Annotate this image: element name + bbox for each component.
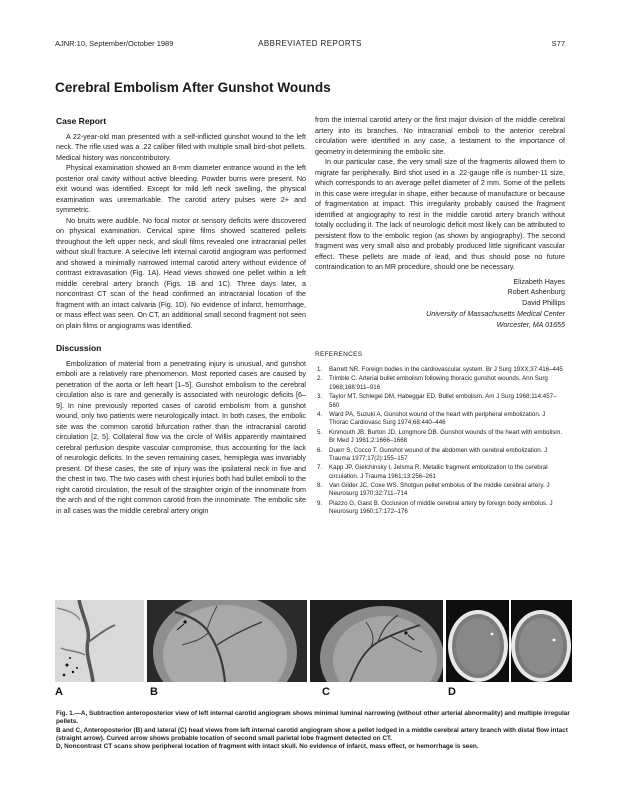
figure-panels [0, 600, 620, 682]
figure-panel-a-angiogram [55, 600, 144, 682]
figure-label-b: B [150, 686, 158, 698]
discussion-section [56, 343, 306, 516]
author-name: Robert Ashenburg [507, 288, 565, 297]
caption-panel-a: Fig. 1.—A, Subtraction anteroposterior view of left internal carotid angiogram shows minimal luminal narrowing (without other arterial abnormality) and multiple irregular pellets. [56, 710, 570, 726]
figure-panel-c-lateral-angiogram [310, 600, 443, 682]
author-name: David Phillips [522, 299, 565, 308]
reference-text: Kapp JP, Gielchinsky I, Jelsma R. Metallic fragment embolization to the cerebral circulation. J Trauma 1961;13:256–261 [329, 464, 548, 480]
figure-label-d: D [448, 686, 456, 698]
case-report-paragraph: Physical examination showed an 8-mm diameter entrance wound in the left posterior oral cavity without active bleeding. Powder burns were present. No exit wound was identified. Except for mild left neck swelling, the physical examination was unremarkable. The carotid artery pulses were 2+ and symmetric. [56, 164, 306, 214]
reference-item: 8. Van Gilder JC, Coxe WS. Shotgun pellet embolus of the middle cerebral artery. J Neurosurg 1970;32:711–714 [317, 482, 550, 498]
figure-caption [56, 710, 571, 751]
left-column [56, 116, 306, 516]
figure-panel-b-ap-angiogram [147, 600, 307, 682]
reference-item: 2. Trimble C. Arterial bullet embolism following thoracic gunshot wounds. Ann Surg 1968;168:911–916 [317, 375, 548, 391]
author-block [315, 277, 565, 331]
case-report-paragraph: No bruits were audible. No focal motor or sensory deficits were discovered on physical examination. Cervical spine films showed scattered pellets throughout the left upper neck, and skull films revealed one intracranial pellet without skull fracture. A selective left internal carotid angiogram was performed and showed a minimally narrowed internal carotid artery without evidence of contrast extravasation (Fig. 1A). Head views showed one pellet within a left middle cerebral artery branch (Figs. 1B and 1C). Three days later, a noncontrast CT scan of the head confirmed an intracranial location of the fragment with an intact calvaria (Fig. 1D). No evidence of infarct, hemorrhage, or mass effect was seen. On CT, an additional small second fragment not seen on plain films or angiograms was identified. [56, 216, 306, 330]
right-column [315, 115, 565, 518]
discussion-paragraph: In our particular case, the very small size of the fragments allowed them to migrate far peripherally. Bird shot used in a .22-gauge rifle is number-11 size, which corresponds to an average pellet diameter of 2 mm. Some of the pellets in this case were irregular in shape, either because of manufacture or because of fragmentation at impact. This irregularity probably caused the fragment identified at angiography to rest in the middle carotid artery branch without totally occluding it. The lack of neurologic deficit most likely can be attributed to persistent flow to the embolic region (as shown by angiography). The second fragment was very small also and probably produced little significant vascular effect. These pellets are made of lead, and thus should pose no future contraindication to an MR procedure, should one be necessary. [315, 158, 565, 271]
figure-label-c: C [322, 686, 330, 698]
discussion-paragraph: Embolization of material from a penetrating injury is unusual, and gunshot emboli are a relatively rare phenomenon. Most reported cases are caused by penetration of the aorta or left heart [1–5]. Gunshot embolism to the cerebral circulation also is rare and generally is associated with neurologic deficits [6–9]. In nine previously reported cases of carotid embolism from a gunshot wound, only two patients were neurologically intact. In both cases, the embolic site was the common carotid bifurcation rather than the intracranial carotid circulation [2, 5]. Collateral flow via the circle of Willis apparently maintained cerebral perfusion despite vascular compromise, thus accounting for the lack of neurologic deficits. In the seven remaining cases, hemiplegia was invariably present. Of these cases, the site of injury was the ipsilateral neck in five and the chest in two. The two cases with chest injuries both had bullet emboli to the right carotid circulation, the result of the straighter origin of the innominate from the arch and of the right common carotid from the innominate. The embolic site in all cases was the middle cerebral artery origin [56, 359, 306, 515]
reference-item: 1. Barrett NR. Foreign bodies in the cardiovascular system. Br J Surg 19XX;37:416–445 [317, 365, 563, 373]
reference-item: 7. Kapp JP, Gielchinsky I, Jelsma R. Metallic fragment embolization to the cerebral circulation. J Trauma 1961;13:256–261 [317, 464, 548, 480]
reference-item: 4. Ward PA, Suzuki A. Gunshot wound of the heart with peripheral embolization. J Thorac Cardiovasc Surg 1974;68:440–446 [317, 411, 546, 427]
author-institution: University of Massachusetts Medical Center [426, 309, 565, 318]
reference-text: Barrett NR. Foreign bodies in the cardiovascular system. Br J Surg 19XX;37:416–445 [329, 365, 563, 373]
reference-text: Piazzo G, Gaist B. Occlusion of middle cerebral artery by foreign body embolus. J Neurosurg 1960;17:172–176 [329, 499, 553, 516]
references-list [315, 366, 565, 517]
author-name: Elizabeth Hayes [513, 277, 565, 286]
discussion-continuation: from the internal carotid artery or the first major division of the middle cerebral artery into its branches. No intracranial emboli to the anterior cerebral circulation were identified in any case, a testament to the importance of geometry in determining the embolic site. [315, 116, 565, 156]
journal-info: AJNR:10, September/October 1989 [55, 39, 174, 48]
case-report-heading: Case Report [56, 116, 107, 126]
page-number: S77 [551, 39, 565, 48]
reference-item: 6. Duerr S, Cocco T. Gunshot wound of the abdomen with cerebral embolization. J Trauma 1977;17(2):155–157 [317, 446, 548, 462]
reference-text: Van Gilder JC, Coxe WS. Shotgun pellet embolus of the middle cerebral artery. J Neurosurg 1970;32:711–714 [329, 482, 550, 498]
reference-item: 3. Taylor MT, Schlegel DM, Habeggar ED. Bullet embolism. Am J Surg 1968;114:457–560 [317, 393, 557, 409]
reference-text: Kinmouth JB, Burton JD, Longmore DB. Gunshot wounds of the heart with embolism. Br Med J 1961;2:1666–1668 [329, 428, 563, 445]
discussion-heading: Discussion [56, 343, 102, 353]
author-location: Worcester, MA 01655 [496, 320, 565, 329]
article-title: Cerebral Embolism After Gunshot Wounds [55, 80, 331, 95]
section-header: ABBREVIATED REPORTS [258, 39, 362, 48]
reference-text: Taylor MT, Schlegel DM, Habeggar ED. Bullet embolism. Am J Surg 1968;114:457–560 [329, 393, 557, 409]
figure-label-a: A [55, 686, 63, 698]
reference-item: 5. Kinmouth JB, Burton JD, Longmore DB. Gunshot wounds of the heart with embolism. Br Med J 1961;2:1666–1668 [317, 428, 563, 445]
case-report-paragraph: A 22-year-old man presented with a self-inflicted gunshot wound to the left neck. The rifle used was a .22 caliber filled with multiple small bird-shot pellets. Medical history was noncontributory. [56, 132, 306, 162]
caption-panels-b-c: B and C, Anteroposterior (B) and lateral (C) head views from left internal carotid angiogram show a pellet lodged in a middle cerebral artery branch with distal flow intact (straight arrow). Curved arrow shows probable location of second small parietal lobe fragment detected on CT. [56, 726, 568, 742]
reference-text: Duerr S, Cocco T. Gunshot wound of the abdomen with cerebral embolization. J Trauma 1977;17(2):155–157 [329, 446, 548, 462]
reference-text: Trimble C. Arterial bullet embolism following thoracic gunshot wounds. Ann Surg 1968;168:911–916 [329, 375, 548, 391]
references-heading: REFERENCES [315, 351, 363, 359]
reference-item: 9. Piazzo G, Gaist B. Occlusion of middle cerebral artery by foreign body embolus. J Neurosurg 1960;17:172–176 [317, 499, 553, 516]
caption-panel-d: D, Noncontrast CT scans show peripheral location of fragment with intact skull. No evidence of infarct, mass effect, or hemorrhage is seen. [56, 743, 479, 751]
figure-panel-d-ct-scans [446, 600, 572, 682]
reference-text: Ward PA, Suzuki A. Gunshot wound of the heart with peripheral embolization. J Thorac Cardiovasc Surg 1974;68:440–446 [329, 411, 546, 427]
